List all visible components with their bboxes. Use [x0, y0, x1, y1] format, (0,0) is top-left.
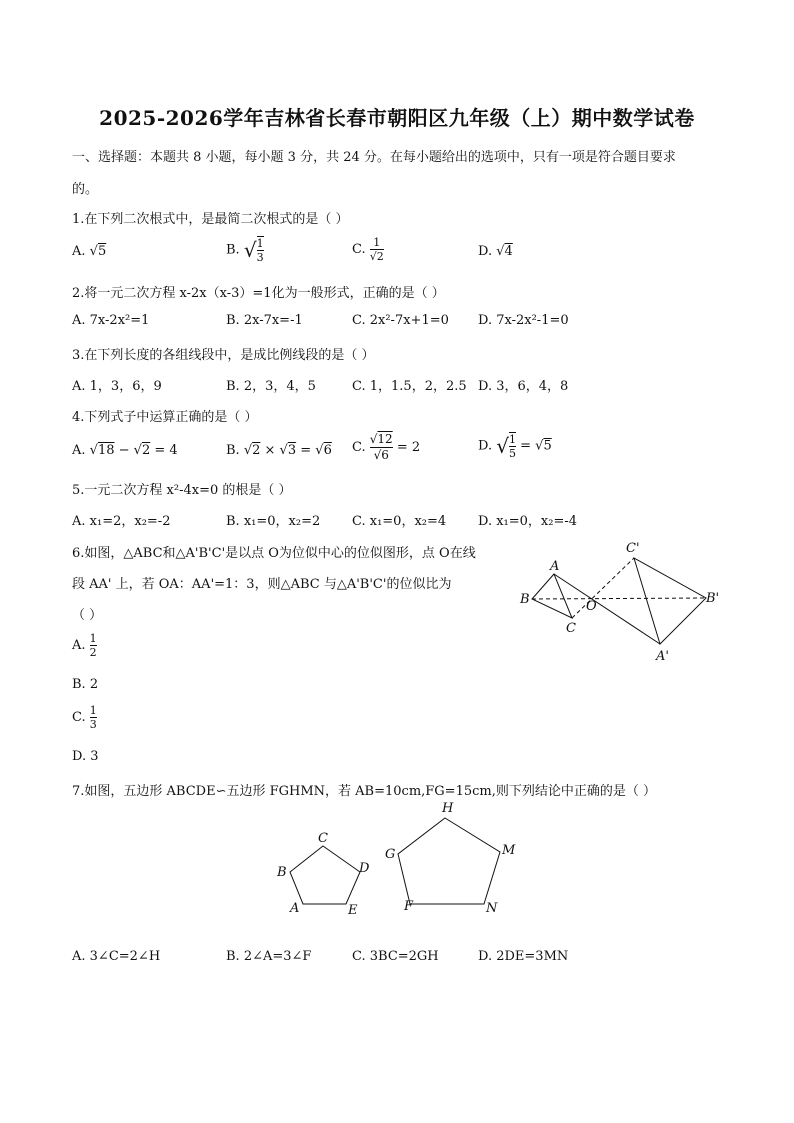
q6-stem-line2: 段 AA' 上，若 OA：AA'=1：3，则△ABC 与△A'B'C'的位似比为 [72, 577, 452, 592]
segment-cc-prime [572, 558, 634, 618]
q2-option-d: D. 7x-2x²-1=0 [478, 313, 569, 328]
q2-option-b: B. 2x-7x=-1 [226, 313, 303, 328]
q4-option-d: D. √ $\frac{1}{5}$ = √5 [478, 433, 552, 460]
q4-option-a: A. √18 − √2 = 4 [72, 443, 178, 458]
q7-option-b: B. 2∠A=3∠F [226, 949, 312, 964]
q6-stem-line1: 6.如图，△ABC和△A'B'C'是以点 O为位似中心的位似图形，点 O在线 [72, 546, 476, 561]
q4-option-c: C. $\frac{√12}{√6}$ = 2 [352, 432, 421, 462]
q2-stem: 2.将一元二次方程 x-2x（x-3）=1化为一般形式，正确的是（ ） [72, 286, 445, 301]
label-h: H [442, 801, 454, 816]
q3-option-a: A. 1，3，6，9 [72, 379, 162, 394]
label-d: D [359, 861, 370, 876]
q3-option-b: B. 2，3，4，5 [226, 379, 316, 394]
section-header-line2: 的。 [72, 182, 99, 197]
label-c: C [566, 621, 576, 636]
q7-pentagons-figure [270, 800, 530, 920]
q1-option-d: D. √4 [478, 244, 513, 259]
q1-option-c: C. $\frac{1}{√2}$ [352, 236, 384, 263]
q6-stem-line3: （ ） [72, 608, 103, 623]
segment-bb-prime [532, 598, 706, 599]
label-b-prime: B' [706, 591, 720, 606]
page-title: 2025-2026学年吉林省长春市朝阳区九年级（上）期中数学试卷 [99, 106, 695, 130]
q3-stem: 3.在下列长度的各组线段中，是成比例线段的是（ ） [72, 348, 375, 363]
q3-option-c: C. 1，1.5，2，2.5 [352, 379, 467, 394]
q6-homothety-figure [510, 536, 730, 666]
q6-option-a: A. $\frac{1}{2}$ [72, 632, 97, 659]
q5-stem: 5.一元二次方程 x²-4x=0 的根是（ ） [72, 483, 292, 498]
q3-option-d: D. 3，6，4，8 [478, 379, 569, 394]
pentagon-abcde [290, 846, 360, 904]
q7-option-a: A. 3∠C=2∠H [72, 949, 161, 964]
q1-option-a: A. √5 [72, 244, 107, 259]
section-header-line1: 一、选择题：本题共 8 小题，每小题 3 分，共 24 分。在每小题给出的选项中，只有一项是符合题目要求 [72, 150, 676, 165]
label-b: B [277, 865, 287, 880]
label-m: M [502, 843, 516, 858]
q2-option-a: A. 7x-2x²=1 [72, 313, 150, 328]
q5-option-c: C. x₁=0，x₂=4 [352, 514, 447, 529]
label-o: O [586, 599, 597, 614]
label-f: F [404, 899, 414, 914]
q6-option-b: B. 2 [72, 677, 99, 692]
q2-option-c: C. 2x²-7x+1=0 [352, 313, 449, 328]
q4-option-b: B. √2 × √3 = √6 [226, 443, 332, 458]
q7-option-d: D. 2DE=3MN [478, 949, 569, 964]
q1-stem: 1.在下列二次根式中，是最简二次根式的是（ ） [72, 212, 349, 227]
q7-stem: 7.如图，五边形 ABCDE∽五边形 FGHMN，若 AB=10cm,FG=15cm,则下列结论中正确的是（ ） [72, 784, 656, 799]
q6-option-d: D. 3 [72, 749, 99, 764]
q6-option-c: C. $\frac{1}{3}$ [72, 704, 97, 731]
q7-option-c: C. 3BC=2GH [352, 949, 439, 964]
q5-option-b: B. x₁=0，x₂=2 [226, 514, 321, 529]
label-g: G [385, 847, 396, 862]
label-a: A [290, 901, 300, 916]
q5-option-a: A. x₁=2，x₂=-2 [72, 514, 171, 529]
label-n: N [486, 901, 498, 916]
q1-option-b: B. √ $\frac{1}{3}$ [226, 237, 264, 264]
q4-stem: 4.下列式子中运算正确的是（ ） [72, 410, 258, 425]
label-a: A [550, 559, 560, 574]
label-b: B [520, 592, 530, 607]
q5-option-d: D. x₁=0，x₂=-4 [478, 514, 578, 529]
label-a-prime: A' [656, 649, 669, 664]
triangle-a-prime-b-prime-c-prime [634, 558, 706, 644]
pentagon-fghmn [398, 818, 500, 904]
label-e: E [348, 903, 358, 918]
triangle-abc [532, 574, 572, 618]
label-c: C [318, 831, 328, 846]
label-c-prime: C' [626, 541, 640, 556]
